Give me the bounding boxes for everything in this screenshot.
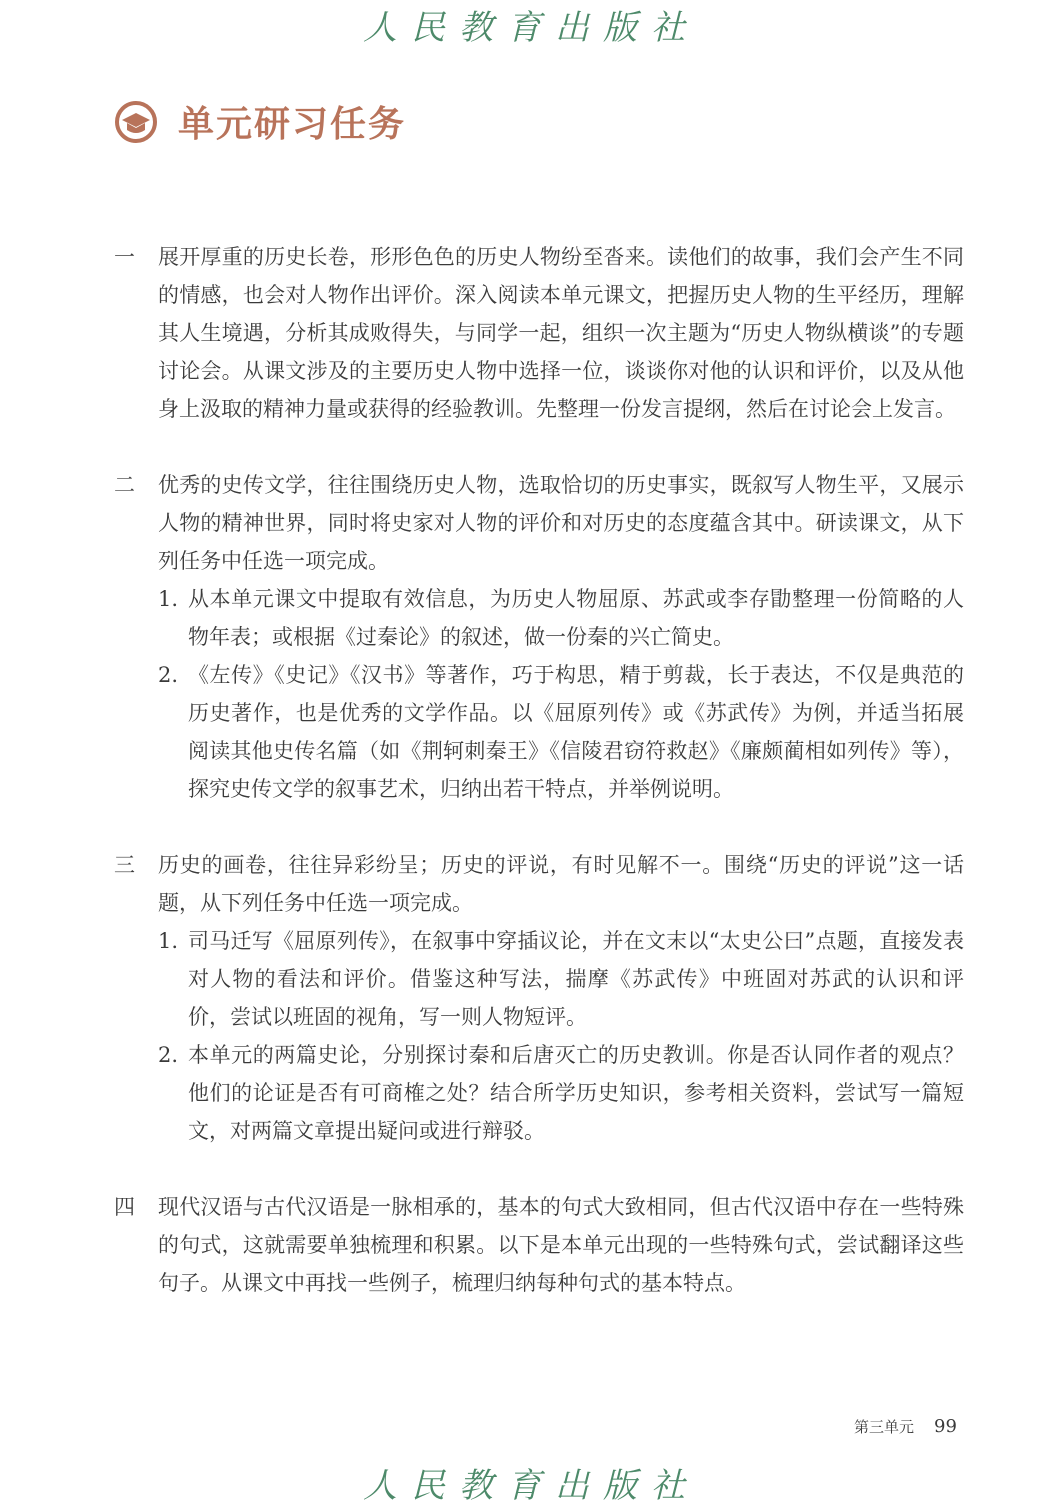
publisher-logo-top: 人民教育出版社 bbox=[363, 8, 699, 48]
publisher-logo-bottom: 人民教育出版社 bbox=[363, 1466, 699, 1506]
sub-task-text: 本单元的两篇史论，分别探讨秦和后唐灭亡的历史教训。你是否认同作者的观点？他们的论证是否有可商榷之处？结合所学历史知识，参考相关资料，尝试写一篇短文，对两篇文章提出疑问或进行辩驳。 bbox=[188, 1043, 964, 1143]
task-section-2 bbox=[114, 466, 964, 808]
sub-task-text: 司马迁写《屈原列传》，在叙事中穿插议论，并在文末以“太史公曰”点题，直接发表对人物的看法和评价。借鉴这种写法，揣摩《苏武传》中班固对苏武的认识和评价，尝试以班固的视角，写一则人物短评。 bbox=[188, 929, 964, 1029]
task-section-1 bbox=[114, 238, 964, 428]
sub-task-item bbox=[158, 656, 964, 808]
sub-task-text: 《左传》《史记》《汉书》等著作，巧于构思，精于剪裁，长于表达，不仅是典范的历史著作，也是优秀的文学作品。以《屈原列传》或《苏武传》为例，并适当拓展阅读其他史传名篇（如《荆轲刺秦王》《信陵君窃符救赵》《廉颇蔺相如列传》等），探究史传文学的叙事艺术，归纳出若干特点，并举例说明。 bbox=[188, 663, 964, 801]
section-number: 二 bbox=[114, 473, 135, 497]
sub-task-number: 2. bbox=[158, 1043, 179, 1067]
section-number: 三 bbox=[114, 853, 135, 877]
section-text: 现代汉语与古代汉语是一脉相承的，基本的句式大致相同，但古代汉语中存在一些特殊的句式，这就需要单独梳理和积累。以下是本单元出现的一些特殊句式，尝试翻译这些句子。从课文中再找一些例子，梳理归纳每种句式的基本特点。 bbox=[158, 1195, 964, 1295]
section-text: 历史的画卷，往往异彩纷呈；历史的评说，有时见解不一。围绕“历史的评说”这一话题，从下列任务中任选一项完成。 bbox=[158, 853, 964, 915]
section-header bbox=[114, 96, 406, 147]
sub-task-item bbox=[158, 1036, 964, 1150]
sub-task-number: 1. bbox=[158, 929, 179, 953]
section-number: 一 bbox=[114, 245, 135, 269]
sub-task-item bbox=[158, 922, 964, 1036]
sub-task-text: 从本单元课文中提取有效信息，为历史人物屈原、苏武或李存勖整理一份简略的人物年表；或根据《过秦论》的叙述，做一份秦的兴亡简史。 bbox=[188, 587, 964, 649]
sub-task-item bbox=[158, 580, 964, 656]
page-footer bbox=[854, 1416, 957, 1437]
graduation-cap-icon bbox=[114, 100, 158, 144]
task-section-4 bbox=[114, 1188, 964, 1302]
page-title: 单元研习任务 bbox=[178, 104, 407, 145]
section-text: 优秀的史传文学，往往围绕历史人物，选取恰切的历史事实，既叙写人物生平，又展示人物的精神世界，同时将史家对人物的评价和对历史的态度蕴含其中。研读课文，从下列任务中任选一项完成。 bbox=[158, 473, 964, 573]
sub-task-number: 2. bbox=[158, 663, 179, 687]
page-number: 99 bbox=[934, 1416, 957, 1437]
task-section-3 bbox=[114, 846, 964, 1150]
task-list bbox=[114, 238, 964, 1340]
section-number: 四 bbox=[114, 1195, 135, 1219]
sub-task-number: 1. bbox=[158, 587, 179, 611]
section-text: 展开厚重的历史长卷，形形色色的历史人物纷至沓来。读他们的故事，我们会产生不同的情感，也会对人物作出评价。深入阅读本单元课文，把握历史人物的生平经历，理解其人生境遇，分析其成败得失，与同学一起，组织一次主题为“历史人物纵横谈”的专题讨论会。从课文涉及的主要历史人物中选择一位，谈谈你对他的认识和评价，以及从他身上汲取的精神力量或获得的经验教训。先整理一份发言提纲，然后在讨论会上发言。 bbox=[158, 245, 964, 421]
unit-label: 第三单元 bbox=[854, 1418, 915, 1436]
